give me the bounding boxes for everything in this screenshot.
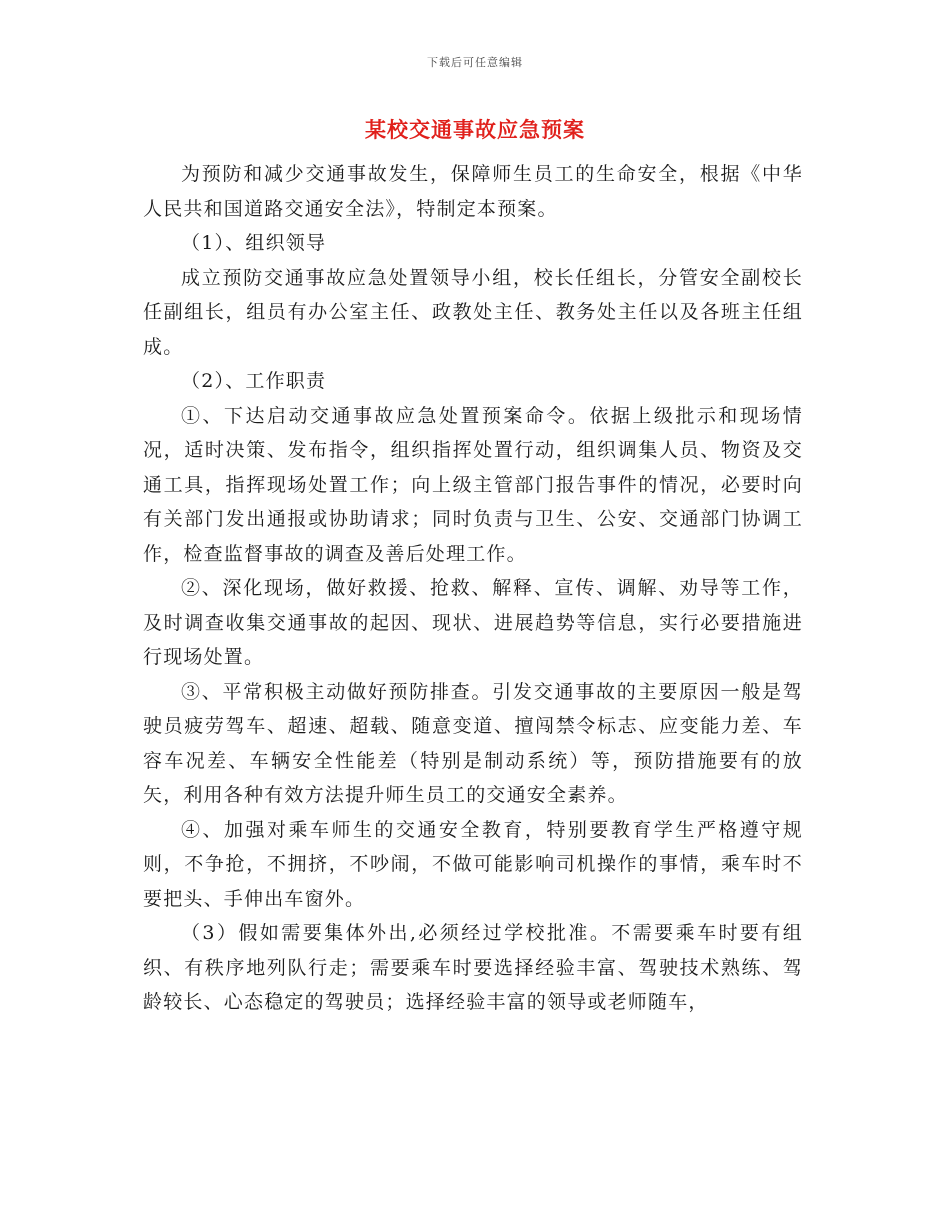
duty-item-2: ②、深化现场，做好救援、抢救、解释、宣传、调解、劝导等工作，及时调查收集交通事故的起因、现状、进展趋势等信息，实行必要措施进行现场处置。	[143, 577, 803, 668]
document-title: 某校交通事故应急预案	[365, 117, 585, 142]
section-heading-organization: （1）、组织领导	[181, 232, 327, 254]
section-heading-duties: （2）、工作职责	[181, 370, 327, 392]
organization-paragraph: 成立预防交通事故应急处置领导小组，校长任组长，分管安全副校长任副组长，组员有办公室主任、政教处主任、教务处主任以及各班主任组成。	[143, 266, 803, 358]
intro-paragraph: 为预防和减少交通事故发生，保障师生员工的生命安全，根据《中华人民共和国道路交通安全法》，特制定本预案。	[143, 163, 803, 220]
page-header: 下载后可任意编辑	[427, 56, 523, 69]
document-body	[143, 157, 803, 1020]
section-3-paragraph: （3）假如需要集体外出,必须经过学校批准。不需要乘车时要有组织、有秩序地列队行走；需要乘车时要选择经验丰富、驾驶技术熟练、驾龄较长、心态稳定的驾驶员；选择经验丰富的领导或老师随车，	[143, 922, 803, 1013]
duty-item-1: ①、下达启动交通事故应急处置预案命令。依据上级批示和现场情况，适时决策、发布指令，组织指挥处置行动，组织调集人员、物资及交通工具，指挥现场处置工作；向上级主管部门报告事件的情况，必要时向有关部门发出通报或协助请求；同时负责与卫生、公安、交通部门协调工作，检查监督事故的调查及善后处理工作。	[143, 404, 803, 565]
duty-item-4: ④、加强对乘车师生的交通安全教育，特别要教育学生严格遵守规则，不争抢，不拥挤，不吵闹，不做可能影响司机操作的事情，乘车时不要把头、手伸出车窗外。	[143, 818, 803, 910]
duty-item-3: ③、平常积极主动做好预防排查。引发交通事故的主要原因一般是驾驶员疲劳驾车、超速、超载、随意变道、擅闯禁令标志、应变能力差、车容车况差、车辆安全性能差（特别是制动系统）等，预防措施要有的放矢，利用各种有效方法提升师生员工的交通安全素养。	[143, 680, 803, 806]
